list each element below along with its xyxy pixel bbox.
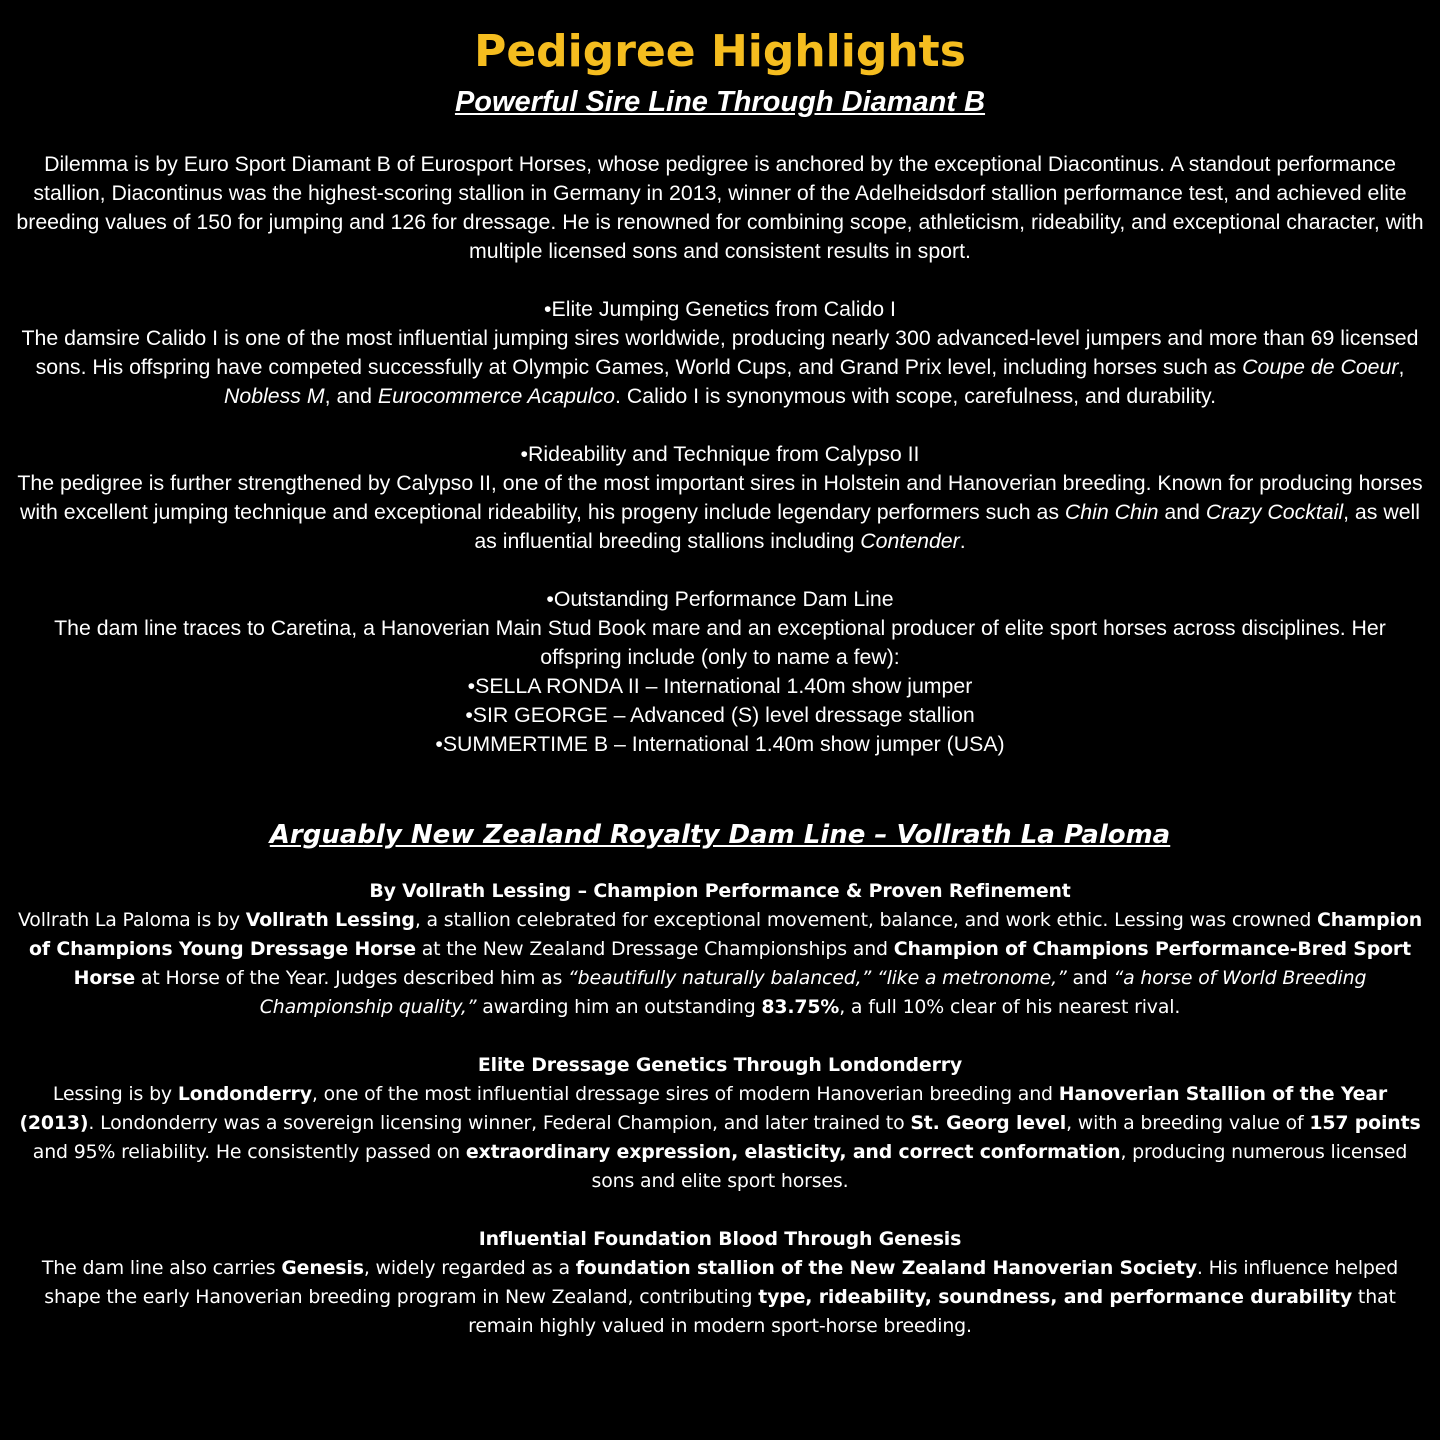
horse-name: Coupe de Coeur <box>1242 355 1399 379</box>
dam-line-section <box>16 817 1424 1341</box>
offspring-list-item: •SIR GEORGE – Advanced (S) level dressage stallion <box>465 703 975 727</box>
genesis-paragraph: The dam line also carries Genesis, widely regarded as a foundation stallion of the New Zealand Hanoverian Society. His influence helped shape the early Hanoverian breeding program in New Zealand, contributing type, rideability, soundness, and performance durability that remain highly valued in modern sport-horse breeding. <box>41 1257 1399 1337</box>
damline-heading: •Outstanding Performance Dam Line <box>546 587 894 611</box>
horse-name: Eurocommerce Acapulco <box>377 384 616 408</box>
horse-name: Nobless M <box>224 384 325 408</box>
horse-name: Contender <box>860 529 960 553</box>
londonderry-heading: Elite Dressage Genetics Through Londonderry <box>477 1054 963 1076</box>
horse-name: Crazy Cocktail <box>1205 500 1344 524</box>
intro-paragraph: Dilemma is by Euro Sport Diamant B of Eurosport Horses, whose pedigree is anchored by the exceptional Diacontinus. A standout performance stallion, Diacontinus was the highest-scoring stallion in Germany in 2013, winner of the Adelheidsdorf stallion performance test, and achieved elite breeding values of 150 for jumping and 126 for dressage. He is renowned for combining scope, athleticism, rideability, and exceptional character, with multiple licensed sons and consistent results in sport. <box>16 152 1424 263</box>
section-heading-dam-line: Arguably New Zealand Royalty Dam Line – Vollrath La Paloma <box>269 820 1171 850</box>
lessing-paragraph: Vollrath La Paloma is by Vollrath Lessing, a stallion celebrated for exceptional movement, balance, and work ethic. Lessing was crowned Champion of Champions Young Dressage Horse at the New Zealand Dressage Championships and Champion of Champions Performance-Bred Sport Horse at Horse of the Year. Judges described him as “beautifully naturally balanced,” “like a metronome,” and “a horse of World Breeding Championship quality,” awarding him an outstanding 83.75%, a full 10% clear of his nearest rival. <box>18 909 1422 1018</box>
offspring-list-item: •SELLA RONDA II – International 1.40m show jumper <box>467 674 973 698</box>
calido-paragraph: The damsire Calido I is one of the most influential jumping sires worldwide, producing nearly 300 advanced-level jumpers and more than 69 licensed sons. His offspring have competed successfully at Olympic Games, World Cups, and Grand Prix level, including horses such as Coupe de Coeur, Nobless M, and Eurocommerce Acapulco. Calido I is synonymous with scope, carefulness, and durability. <box>21 326 1419 408</box>
page-title: Pedigree Highlights <box>474 26 966 77</box>
section-heading-sire-line: Powerful Sire Line Through Diamant B <box>454 86 986 118</box>
calido-heading: •Elite Jumping Genetics from Calido I <box>544 297 896 321</box>
horse-name: Chin Chin <box>1064 500 1159 524</box>
damline-paragraph: The dam line traces to Caretina, a Hanoverian Main Stud Book mare and an exceptional producer of elite sport horses across disciplines. Her offspring include (only to name a few): <box>54 616 1386 669</box>
londonderry-paragraph: Lessing is by Londonderry, one of the most influential dressage sires of modern Hanoverian breeding and Hanoverian Stallion of the Year (2013). Londonderry was a sovereign licensing winner, Federal Champion, and later trained to St. Georg level, with a breeding value of 157 points and 95% reliability. He consistently passed on extraordinary expression, elasticity, and correct conformation, producing numerous licensed sons and elite sport horses. <box>19 1083 1421 1192</box>
lessing-heading: By Vollrath Lessing – Champion Performance & Proven Refinement <box>369 880 1071 902</box>
sire-line-section <box>16 84 1424 759</box>
offspring-list-item: •SUMMERTIME B – International 1.40m show jumper (USA) <box>435 732 1005 756</box>
calypso-heading: •Rideability and Technique from Calypso II <box>520 442 920 466</box>
genesis-heading: Influential Foundation Blood Through Genesis <box>478 1228 962 1250</box>
calypso-paragraph: The pedigree is further strengthened by Calypso II, one of the most important sires in Holstein and Hanoverian breeding. Known for producing horses with excellent jumping technique and exceptional rideability, his progeny include legendary performers such as Chin Chin and Crazy Cocktail, as well as influential breeding stallions including Contender. <box>17 471 1423 553</box>
